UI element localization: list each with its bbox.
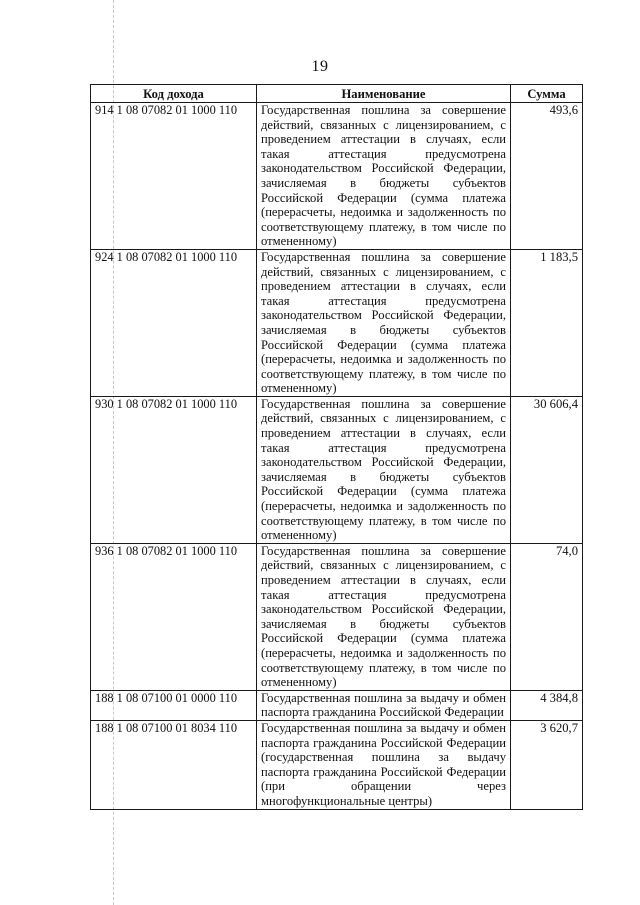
income-sum: 74,0 [511,543,583,690]
table-row [91,690,583,720]
income-name: Государственная пошлина за выдачу и обмен паспорта гражданина Российской Федерации (государственная пошлина за выдачу паспорта гражданина Российской Федерации (при обращении через многофункциональные центры) [257,720,511,809]
income-name: Государственная пошлина за совершение действий, связанных с лицензированием, с проведением аттестации в случаях, если такая аттестация предусмотрена законодательством Российской Федерации, зачисляемая в бюджеты субъектов Российской Федерации (сумма платежа (перерасчеты, недоимка и задолженность по соответствующему платежу, в том числе по отмененному) [257,543,511,690]
income-name: Государственная пошлина за выдачу и обмен паспорта гражданина Российской Федерации [257,690,511,720]
income-name: Государственная пошлина за совершение действий, связанных с лицензированием, с проведением аттестации в случаях, если такая аттестация предусмотрена законодательством Российской Федерации, зачисляемая в бюджеты субъектов Российской Федерации (сумма платежа (перерасчеты, недоимка и задолженность по соответствующему платежу, в том числе по отмененному) [257,249,511,396]
table-row [91,396,583,543]
income-sum: 493,6 [511,103,583,250]
income-sum: 30 606,4 [511,396,583,543]
table-row [91,543,583,690]
income-code: 930 1 08 07082 01 1000 110 [91,396,257,543]
income-code: 924 1 08 07082 01 1000 110 [91,249,257,396]
income-code: 188 1 08 07100 01 8034 110 [91,720,257,809]
income-sum: 1 183,5 [511,249,583,396]
page-number: 19 [311,58,329,75]
table-row [91,249,583,396]
table-row [91,720,583,809]
income-code: 914 1 08 07082 01 1000 110 [91,103,257,250]
income-sum: 4 384,8 [511,690,583,720]
header-name: Наименование [257,85,511,103]
income-name: Государственная пошлина за совершение действий, связанных с лицензированием, с проведением аттестации в случаях, если такая аттестация предусмотрена законодательством Российской Федерации, зачисляемая в бюджеты субъектов Российской Федерации (сумма платежа (перерасчеты, недоимка и задолженность по соответствующему платежу, в том числе по отмененному) [257,103,511,250]
table-row [91,103,583,250]
table-header-row [91,85,583,103]
income-table [90,84,583,810]
income-name: Государственная пошлина за совершение действий, связанных с лицензированием, с проведением аттестации в случаях, если такая аттестация предусмотрена законодательством Российской Федерации, зачисляемая в бюджеты субъектов Российской Федерации (сумма платежа (перерасчеты, недоимка и задолженность по соответствующему платежу, в том числе по отмененному) [257,396,511,543]
header-sum: Сумма [511,85,583,103]
income-sum: 3 620,7 [511,720,583,809]
income-code: 936 1 08 07082 01 1000 110 [91,543,257,690]
income-code: 188 1 08 07100 01 0000 110 [91,690,257,720]
header-code: Код дохода [91,85,257,103]
